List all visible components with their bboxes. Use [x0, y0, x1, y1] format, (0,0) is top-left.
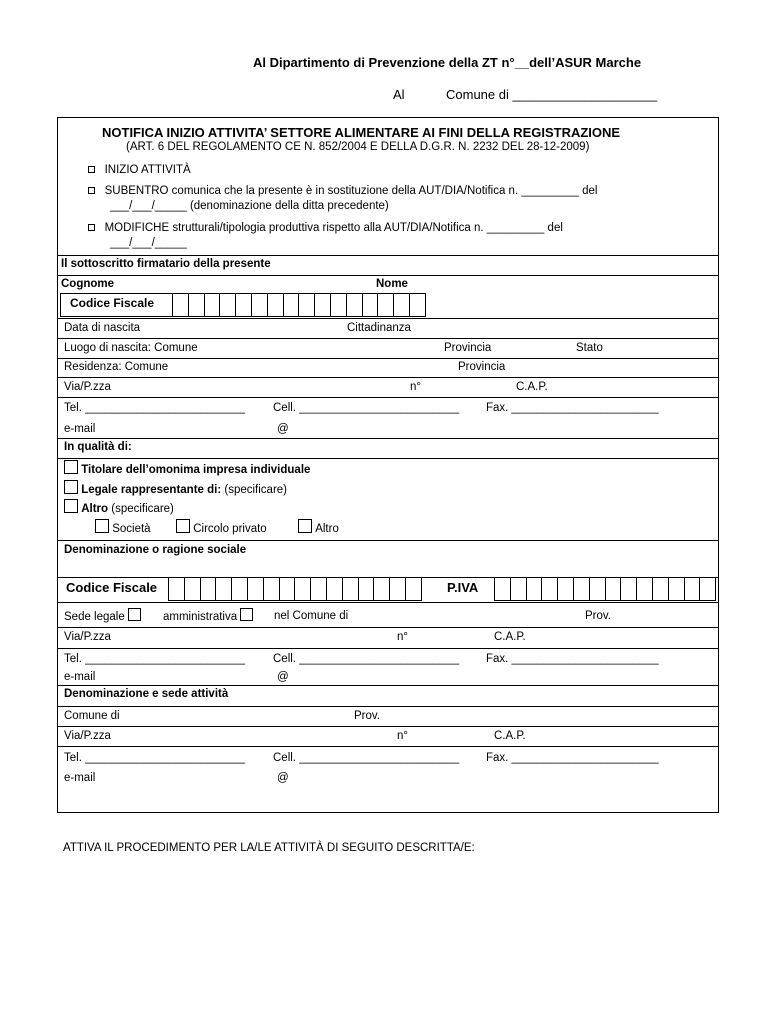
activity-email-label: e-mail	[64, 772, 96, 784]
activity-at-symbol: @	[277, 772, 289, 784]
company-numero-label: n°	[397, 631, 408, 643]
activity-fax-field[interactable]: Fax. _______________________	[486, 752, 659, 764]
option-altro[interactable]: Altro (specificare)	[64, 499, 174, 515]
nome-label: Nome	[376, 278, 408, 290]
activity-cap-label: C.A.P.	[494, 730, 526, 742]
at-symbol: @	[277, 423, 289, 435]
company-fax-field[interactable]: Fax. _______________________	[486, 653, 659, 665]
stato-label: Stato	[576, 342, 603, 354]
via-label: Via/P.zza	[64, 381, 111, 393]
modifiche-checkbox[interactable]	[88, 224, 95, 231]
company-via-label: Via/P.zza	[64, 631, 111, 643]
option-modifiche[interactable]: MODIFICHE strutturali/tipologia produttiva rispetto alla AUT/DIA/Notifica n. _________ del	[88, 222, 563, 234]
option-altro2[interactable]: Altro	[298, 519, 339, 535]
person-cf-boxes[interactable]	[172, 293, 426, 317]
qualita-section-title: In qualità di:	[64, 441, 132, 453]
modifiche-line2: ___/___/_____	[110, 237, 187, 249]
nel-comune-label: nel Comune di	[274, 610, 349, 622]
person-cf-label: Codice Fiscale	[70, 296, 155, 310]
comune-field[interactable]: Comune di ____________________	[446, 87, 658, 102]
company-email-label: e-mail	[64, 671, 96, 683]
data-nascita-label: Data di nascita	[64, 322, 141, 334]
residenza-label: Residenza: Comune	[64, 361, 169, 373]
activity-numero-label: n°	[397, 730, 408, 742]
inizio-checkbox[interactable]	[88, 166, 95, 173]
company-cf-boxes[interactable]	[168, 577, 422, 601]
numero-label: n°	[410, 381, 421, 393]
altro2-checkbox[interactable]	[298, 519, 312, 533]
altro-checkbox[interactable]	[64, 499, 78, 513]
option-circolo[interactable]: Circolo privato	[176, 519, 267, 535]
luogo-nascita-label: Luogo di nascita: Comune	[64, 342, 198, 354]
societa-checkbox[interactable]	[95, 519, 109, 533]
company-tel-field[interactable]: Tel. _________________________	[64, 653, 245, 665]
option-legale[interactable]: Legale rappresentante di: (specificare)	[64, 480, 287, 496]
al-label: Al	[393, 87, 405, 102]
legale-checkbox[interactable]	[64, 480, 78, 494]
option-subentro[interactable]: SUBENTRO comunica che la presente è in sostituzione della AUT/DIA/Notifica n. _________ del	[88, 185, 597, 197]
sede-legale-checkbox[interactable]	[128, 608, 141, 621]
cell-field[interactable]: Cell. _________________________	[273, 402, 460, 414]
fax-field[interactable]: Fax. _______________________	[486, 402, 659, 414]
activity-tel-field[interactable]: Tel. _________________________	[64, 752, 245, 764]
company-prov-label: Prov.	[585, 610, 611, 622]
activity-section-title: Denominazione e sede attività	[64, 688, 229, 700]
notification-form	[57, 117, 719, 813]
circolo-checkbox[interactable]	[176, 519, 190, 533]
cittadinanza-label: Cittadinanza	[347, 322, 411, 334]
tel-field[interactable]: Tel. _________________________	[64, 402, 245, 414]
amministrativa-option[interactable]: amministrativa	[163, 608, 253, 623]
company-cap-label: C.A.P.	[494, 631, 526, 643]
form-title: NOTIFICA INIZIO ATTIVITA’ SETTORE ALIMENTARE AI FINI DELLA REGISTRAZIONE	[102, 125, 621, 140]
person-section-title: Il sottoscritto firmatario della presente	[61, 258, 271, 270]
company-cell-field[interactable]: Cell. _________________________	[273, 653, 460, 665]
provincia-nascita-label: Provincia	[444, 342, 492, 354]
company-at-symbol: @	[277, 671, 289, 683]
cap-label: C.A.P.	[516, 381, 548, 393]
amministrativa-checkbox[interactable]	[240, 608, 253, 621]
recipient-line: Al Dipartimento di Prevenzione della ZT n°__dell’ASUR Marche	[253, 55, 642, 70]
cognome-label: Cognome	[61, 278, 115, 290]
activity-prov-label: Prov.	[354, 710, 380, 722]
subentro-line2: ___/___/_____ (denominazione della ditta precedente)	[110, 200, 389, 212]
sede-legale-option[interactable]: Sede legale	[64, 608, 141, 623]
option-titolare[interactable]: Titolare dell’omonima impresa individuale	[64, 460, 310, 476]
footer-text: ATTIVA IL PROCEDIMENTO PER LA/LE ATTIVITÀ DI SEGUITO DESCRITTA/E:	[63, 842, 475, 854]
company-cf-label: Codice Fiscale	[66, 580, 158, 595]
piva-boxes[interactable]	[494, 577, 716, 601]
activity-via-label: Via/P.zza	[64, 730, 111, 742]
activity-cell-field[interactable]: Cell. _________________________	[273, 752, 460, 764]
piva-label: P.IVA	[447, 580, 479, 595]
provincia-residenza-label: Provincia	[458, 361, 506, 373]
option-inizio[interactable]: INIZIO ATTIVITÀ	[88, 164, 191, 176]
email-label: e-mail	[64, 423, 96, 435]
option-societa[interactable]: Società	[95, 519, 151, 535]
subentro-checkbox[interactable]	[88, 187, 95, 194]
denominazione-label: Denominazione o ragione sociale	[64, 544, 247, 556]
titolare-checkbox[interactable]	[64, 460, 78, 474]
activity-comune-label: Comune di	[64, 710, 120, 722]
form-subtitle: (ART. 6 DEL REGOLAMENTO CE N. 852/2004 E DELLA D.G.R. N. 2232 DEL 28-12-2009)	[126, 141, 590, 153]
